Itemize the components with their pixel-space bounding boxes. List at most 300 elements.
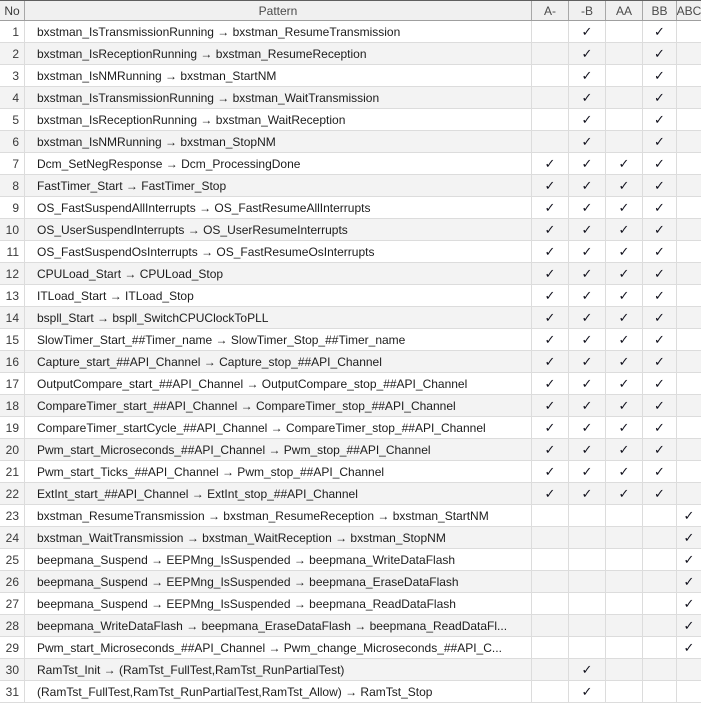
check-icon: ✓ (618, 200, 630, 215)
row-number: 3 (12, 68, 19, 83)
check-cell-b (568, 571, 605, 592)
check-cell-aa (605, 307, 642, 328)
check-icon: ✓ (618, 178, 630, 193)
check-cell-bb (642, 395, 676, 416)
check-icon: ✓ (618, 376, 630, 391)
pattern-cell: FastTimer_Start → FastTimer_Stop (24, 175, 531, 196)
check-cell-b (568, 21, 605, 42)
check-cell-b (568, 65, 605, 86)
check-cell-b (568, 681, 605, 702)
check-cell-b (568, 241, 605, 262)
table-row[interactable] (0, 109, 701, 131)
check-icon: ✓ (654, 442, 665, 457)
check-cell-aa (605, 285, 642, 306)
column-header-bb[interactable]: BB (642, 1, 676, 20)
table-row[interactable] (0, 175, 701, 197)
pattern-cell: Pwm_start_Ticks_##API_Channel → Pwm_stop_##API_Channel (24, 461, 531, 482)
check-icon: ✓ (654, 68, 665, 83)
table-row[interactable] (0, 659, 701, 681)
check-cell-aa (605, 87, 642, 108)
check-cell-bb (642, 373, 676, 394)
row-number: 16 (5, 354, 19, 369)
check-cell-aa (605, 131, 642, 152)
check-cell-abc (676, 637, 701, 658)
check-cell-bb (642, 329, 676, 350)
check-cell-abc (676, 131, 701, 152)
row-number: 31 (5, 684, 19, 699)
check-icon: ✓ (654, 266, 665, 281)
row-number: 28 (5, 618, 19, 633)
check-icon: ✓ (654, 156, 665, 171)
check-cell-aa (605, 219, 642, 240)
check-cell-a (531, 219, 568, 240)
table-row[interactable] (0, 373, 701, 395)
row-number: 12 (5, 266, 19, 281)
check-icon: ✓ (581, 684, 593, 699)
check-cell-bb (642, 131, 676, 152)
check-icon: ✓ (683, 530, 695, 545)
check-icon: ✓ (581, 222, 593, 237)
check-cell-aa (605, 21, 642, 42)
check-cell-aa (605, 681, 642, 702)
check-cell-a (531, 153, 568, 174)
table-body (0, 21, 701, 703)
check-cell-b (568, 593, 605, 614)
table-row[interactable] (0, 329, 701, 351)
check-cell-bb (642, 307, 676, 328)
check-icon: ✓ (683, 574, 695, 589)
table-row[interactable] (0, 593, 701, 615)
check-cell-b (568, 549, 605, 570)
pattern-cell: OutputCompare_start_##API_Channel → OutputCompare_stop_##API_Channel (24, 373, 531, 394)
pattern-cell: bspll_Start → bspll_SwitchCPUClockToPLL (24, 307, 531, 328)
table-row[interactable] (0, 439, 701, 461)
check-icon: ✓ (618, 464, 630, 479)
check-icon: ✓ (654, 288, 665, 303)
check-icon: ✓ (544, 420, 556, 435)
check-cell-abc (676, 307, 701, 328)
row-number: 14 (5, 310, 19, 325)
check-cell-a (531, 681, 568, 702)
check-cell-bb (642, 21, 676, 42)
check-cell-bb (642, 197, 676, 218)
check-cell-a (531, 131, 568, 152)
check-icon: ✓ (544, 376, 556, 391)
check-cell-a (531, 87, 568, 108)
check-icon: ✓ (581, 266, 593, 281)
check-cell-abc (676, 175, 701, 196)
table-row[interactable] (0, 131, 701, 153)
row-number: 25 (5, 552, 19, 567)
row-number: 15 (5, 332, 19, 347)
check-cell-a (531, 241, 568, 262)
check-icon: ✓ (618, 266, 630, 281)
table-row[interactable] (0, 571, 701, 593)
table-row[interactable] (0, 505, 701, 527)
check-cell-b (568, 483, 605, 504)
check-cell-abc (676, 461, 701, 482)
check-icon: ✓ (581, 200, 593, 215)
check-cell-a (531, 461, 568, 482)
pattern-cell: bxstman_IsTransmissionRunning → bxstman_WaitTransmission (24, 87, 531, 108)
pattern-cell: bxstman_IsTransmissionRunning → bxstman_ResumeTransmission (24, 21, 531, 42)
check-cell-bb (642, 571, 676, 592)
pattern-cell: OS_FastSuspendAllInterrupts → OS_FastResumeAllInterrupts (24, 197, 531, 218)
check-cell-a (531, 373, 568, 394)
check-cell-b (568, 373, 605, 394)
check-cell-abc (676, 219, 701, 240)
pattern-cell: Capture_start_##API_Channel → Capture_stop_##API_Channel (24, 351, 531, 372)
column-header-pattern[interactable]: Pattern (24, 1, 531, 20)
table-row[interactable] (0, 351, 701, 373)
column-header-no[interactable]: No (4, 3, 20, 18)
check-icon: ✓ (654, 112, 665, 127)
check-icon: ✓ (618, 332, 630, 347)
check-cell-abc (676, 549, 701, 570)
check-cell-abc (676, 65, 701, 86)
check-cell-a (531, 483, 568, 504)
pattern-cell: Pwm_start_Microseconds_##API_Channel → Pwm_change_Microseconds_##API_C... (24, 637, 531, 658)
row-number: 5 (12, 112, 19, 127)
check-icon: ✓ (581, 310, 593, 325)
row-number: 29 (5, 640, 19, 655)
check-cell-bb (642, 109, 676, 130)
check-cell-bb (642, 65, 676, 86)
check-cell-a (531, 505, 568, 526)
check-cell-b (568, 285, 605, 306)
check-cell-aa (605, 593, 642, 614)
pattern-cell: bxstman_IsReceptionRunning → bxstman_ResumeReception (24, 43, 531, 64)
pattern-cell: OS_UserSuspendInterrupts → OS_UserResumeInterrupts (24, 219, 531, 240)
column-header-a[interactable]: A- (531, 1, 568, 20)
check-cell-aa (605, 175, 642, 196)
table-row[interactable] (0, 307, 701, 329)
table-row[interactable] (0, 197, 701, 219)
check-cell-abc (676, 87, 701, 108)
check-cell-b (568, 637, 605, 658)
row-number: 4 (12, 90, 19, 105)
table-row[interactable] (0, 527, 701, 549)
pattern-cell: beepmana_WriteDataFlash → beepmana_EraseDataFlash → beepmana_ReadDataFl... (24, 615, 531, 636)
check-cell-a (531, 351, 568, 372)
check-icon: ✓ (544, 442, 556, 457)
row-number: 18 (5, 398, 19, 413)
check-icon: ✓ (581, 486, 593, 501)
check-cell-a (531, 593, 568, 614)
check-cell-a (531, 615, 568, 636)
check-icon: ✓ (618, 486, 630, 501)
check-cell-b (568, 659, 605, 680)
check-icon: ✓ (544, 244, 556, 259)
check-cell-abc (676, 483, 701, 504)
check-icon: ✓ (581, 134, 593, 149)
check-icon: ✓ (683, 618, 695, 633)
check-cell-abc (676, 439, 701, 460)
check-icon: ✓ (544, 354, 556, 369)
check-cell-aa (605, 461, 642, 482)
check-cell-bb (642, 483, 676, 504)
check-cell-abc (676, 659, 701, 680)
row-number: 20 (5, 442, 19, 457)
check-cell-b (568, 615, 605, 636)
table-row[interactable] (0, 483, 701, 505)
check-cell-bb (642, 549, 676, 570)
row-number: 27 (5, 596, 19, 611)
check-cell-bb (642, 241, 676, 262)
column-header-aa[interactable]: AA (605, 1, 642, 20)
pattern-cell: bxstman_IsNMRunning → bxstman_StopNM (24, 131, 531, 152)
pattern-cell: bxstman_IsReceptionRunning → bxstman_WaitReception (24, 109, 531, 130)
table-header (0, 1, 701, 21)
row-number: 30 (5, 662, 19, 677)
row-number: 26 (5, 574, 19, 589)
check-icon: ✓ (581, 662, 593, 677)
check-icon: ✓ (544, 288, 556, 303)
table-row[interactable] (0, 65, 701, 87)
row-number: 22 (5, 486, 19, 501)
check-icon: ✓ (581, 68, 593, 83)
check-cell-bb (642, 681, 676, 702)
check-cell-abc (676, 527, 701, 548)
check-icon: ✓ (683, 640, 695, 655)
check-cell-bb (642, 153, 676, 174)
check-cell-b (568, 87, 605, 108)
check-cell-abc (676, 351, 701, 372)
row-number: 23 (5, 508, 19, 523)
check-cell-a (531, 175, 568, 196)
check-icon: ✓ (654, 398, 665, 413)
check-icon: ✓ (581, 46, 593, 61)
check-cell-bb (642, 615, 676, 636)
table-row[interactable] (0, 43, 701, 65)
column-header-abc[interactable]: ABC (676, 1, 701, 20)
check-icon: ✓ (581, 244, 593, 259)
table-row[interactable] (0, 461, 701, 483)
pattern-cell: RamTst_Init → (RamTst_FullTest,RamTst_RunPartialTest) (24, 659, 531, 680)
check-icon: ✓ (581, 464, 593, 479)
check-icon: ✓ (581, 376, 593, 391)
check-cell-b (568, 417, 605, 438)
check-cell-b (568, 219, 605, 240)
row-number: 8 (12, 178, 19, 193)
check-cell-bb (642, 219, 676, 240)
check-icon: ✓ (618, 244, 630, 259)
check-cell-abc (676, 681, 701, 702)
check-icon: ✓ (683, 552, 695, 567)
check-cell-abc (676, 395, 701, 416)
check-icon: ✓ (544, 222, 556, 237)
pattern-cell: CompareTimer_startCycle_##API_Channel → CompareTimer_stop_##API_Channel (24, 417, 531, 438)
check-cell-bb (642, 175, 676, 196)
check-cell-a (531, 263, 568, 284)
check-icon: ✓ (654, 90, 665, 105)
check-cell-b (568, 263, 605, 284)
row-number: 6 (12, 134, 19, 149)
check-cell-aa (605, 417, 642, 438)
check-icon: ✓ (544, 464, 556, 479)
check-icon: ✓ (581, 24, 593, 39)
check-cell-bb (642, 417, 676, 438)
check-cell-b (568, 109, 605, 130)
check-cell-abc (676, 373, 701, 394)
table-row[interactable] (0, 637, 701, 659)
check-icon: ✓ (581, 354, 593, 369)
check-cell-a (531, 571, 568, 592)
check-icon: ✓ (618, 310, 630, 325)
check-cell-abc (676, 571, 701, 592)
check-cell-abc (676, 593, 701, 614)
check-icon: ✓ (618, 354, 630, 369)
pattern-cell: bxstman_WaitTransmission → bxstman_WaitReception → bxstman_StopNM (24, 527, 531, 548)
check-cell-b (568, 351, 605, 372)
table-row[interactable] (0, 263, 701, 285)
table-row[interactable] (0, 681, 701, 703)
check-cell-aa (605, 527, 642, 548)
check-cell-bb (642, 87, 676, 108)
check-icon: ✓ (581, 398, 593, 413)
check-cell-aa (605, 439, 642, 460)
check-icon: ✓ (654, 200, 665, 215)
check-cell-a (531, 659, 568, 680)
check-icon: ✓ (683, 596, 695, 611)
column-header-b[interactable]: -B (568, 1, 605, 20)
check-cell-b (568, 461, 605, 482)
check-cell-aa (605, 197, 642, 218)
check-cell-bb (642, 527, 676, 548)
check-icon: ✓ (654, 222, 665, 237)
row-number: 9 (12, 200, 19, 215)
check-icon: ✓ (654, 24, 665, 39)
check-cell-a (531, 65, 568, 86)
row-number: 11 (6, 244, 19, 259)
table-row[interactable] (0, 285, 701, 307)
check-icon: ✓ (654, 354, 665, 369)
check-icon: ✓ (544, 486, 556, 501)
check-cell-aa (605, 395, 642, 416)
check-cell-bb (642, 43, 676, 64)
row-number: 17 (5, 376, 19, 391)
check-cell-a (531, 395, 568, 416)
check-icon: ✓ (581, 156, 593, 171)
check-cell-abc (676, 329, 701, 350)
check-cell-a (531, 549, 568, 570)
check-cell-aa (605, 241, 642, 262)
check-icon: ✓ (618, 156, 630, 171)
check-cell-a (531, 21, 568, 42)
check-cell-a (531, 307, 568, 328)
check-cell-abc (676, 153, 701, 174)
table-row[interactable] (0, 615, 701, 637)
check-icon: ✓ (654, 178, 665, 193)
check-icon: ✓ (654, 46, 665, 61)
row-number: 2 (12, 46, 19, 61)
row-number: 1 (12, 24, 19, 39)
table-row[interactable] (0, 153, 701, 175)
pattern-cell: (RamTst_FullTest,RamTst_RunPartialTest,RamTst_Allow) → RamTst_Stop (24, 681, 531, 702)
check-icon: ✓ (544, 332, 556, 347)
check-cell-aa (605, 351, 642, 372)
check-cell-aa (605, 549, 642, 570)
check-cell-b (568, 527, 605, 548)
table-row[interactable] (0, 219, 701, 241)
check-icon: ✓ (683, 508, 695, 523)
check-cell-aa (605, 483, 642, 504)
check-icon: ✓ (581, 178, 593, 193)
check-icon: ✓ (581, 112, 593, 127)
table-row[interactable] (0, 417, 701, 439)
check-icon: ✓ (618, 288, 630, 303)
check-cell-aa (605, 373, 642, 394)
check-cell-abc (676, 285, 701, 306)
table-row[interactable] (0, 549, 701, 571)
check-cell-aa (605, 263, 642, 284)
check-cell-a (531, 43, 568, 64)
pattern-cell: Pwm_start_Microseconds_##API_Channel → Pwm_stop_##API_Channel (24, 439, 531, 460)
check-cell-bb (642, 593, 676, 614)
check-icon: ✓ (618, 398, 630, 413)
check-cell-b (568, 395, 605, 416)
check-icon: ✓ (654, 464, 665, 479)
table-row[interactable] (0, 87, 701, 109)
row-number: 13 (5, 288, 19, 303)
pattern-cell: ITLoad_Start → ITLoad_Stop (24, 285, 531, 306)
pattern-cell: CompareTimer_start_##API_Channel → CompareTimer_stop_##API_Channel (24, 395, 531, 416)
check-cell-abc (676, 197, 701, 218)
table-row[interactable] (0, 21, 701, 43)
check-cell-abc (676, 417, 701, 438)
check-icon: ✓ (654, 134, 665, 149)
check-cell-b (568, 197, 605, 218)
row-number: 21 (5, 464, 19, 479)
pattern-cell: beepmana_Suspend → EEPMng_IsSuspended → beepmana_EraseDataFlash (24, 571, 531, 592)
check-cell-a (531, 197, 568, 218)
check-icon: ✓ (654, 420, 665, 435)
check-icon: ✓ (581, 442, 593, 457)
check-icon: ✓ (544, 156, 556, 171)
check-cell-aa (605, 659, 642, 680)
check-icon: ✓ (654, 310, 665, 325)
check-cell-a (531, 329, 568, 350)
check-cell-abc (676, 505, 701, 526)
check-cell-b (568, 175, 605, 196)
check-cell-abc (676, 109, 701, 130)
check-cell-bb (642, 285, 676, 306)
check-cell-a (531, 285, 568, 306)
row-number: 19 (5, 420, 19, 435)
check-cell-bb (642, 637, 676, 658)
check-cell-abc (676, 263, 701, 284)
check-cell-b (568, 131, 605, 152)
check-icon: ✓ (544, 310, 556, 325)
check-icon: ✓ (544, 200, 556, 215)
check-icon: ✓ (544, 398, 556, 413)
check-icon: ✓ (581, 90, 593, 105)
table-row[interactable] (0, 395, 701, 417)
check-icon: ✓ (618, 442, 630, 457)
table-row[interactable] (0, 241, 701, 263)
pattern-cell: CPULoad_Start → CPULoad_Stop (24, 263, 531, 284)
check-icon: ✓ (581, 332, 593, 347)
check-cell-aa (605, 109, 642, 130)
check-icon: ✓ (618, 222, 630, 237)
check-cell-abc (676, 241, 701, 262)
check-cell-abc (676, 43, 701, 64)
check-cell-aa (605, 65, 642, 86)
pattern-cell: SlowTimer_Start_##Timer_name → SlowTimer_Stop_##Timer_name (24, 329, 531, 350)
check-cell-b (568, 329, 605, 350)
check-cell-abc (676, 21, 701, 42)
check-cell-aa (605, 43, 642, 64)
